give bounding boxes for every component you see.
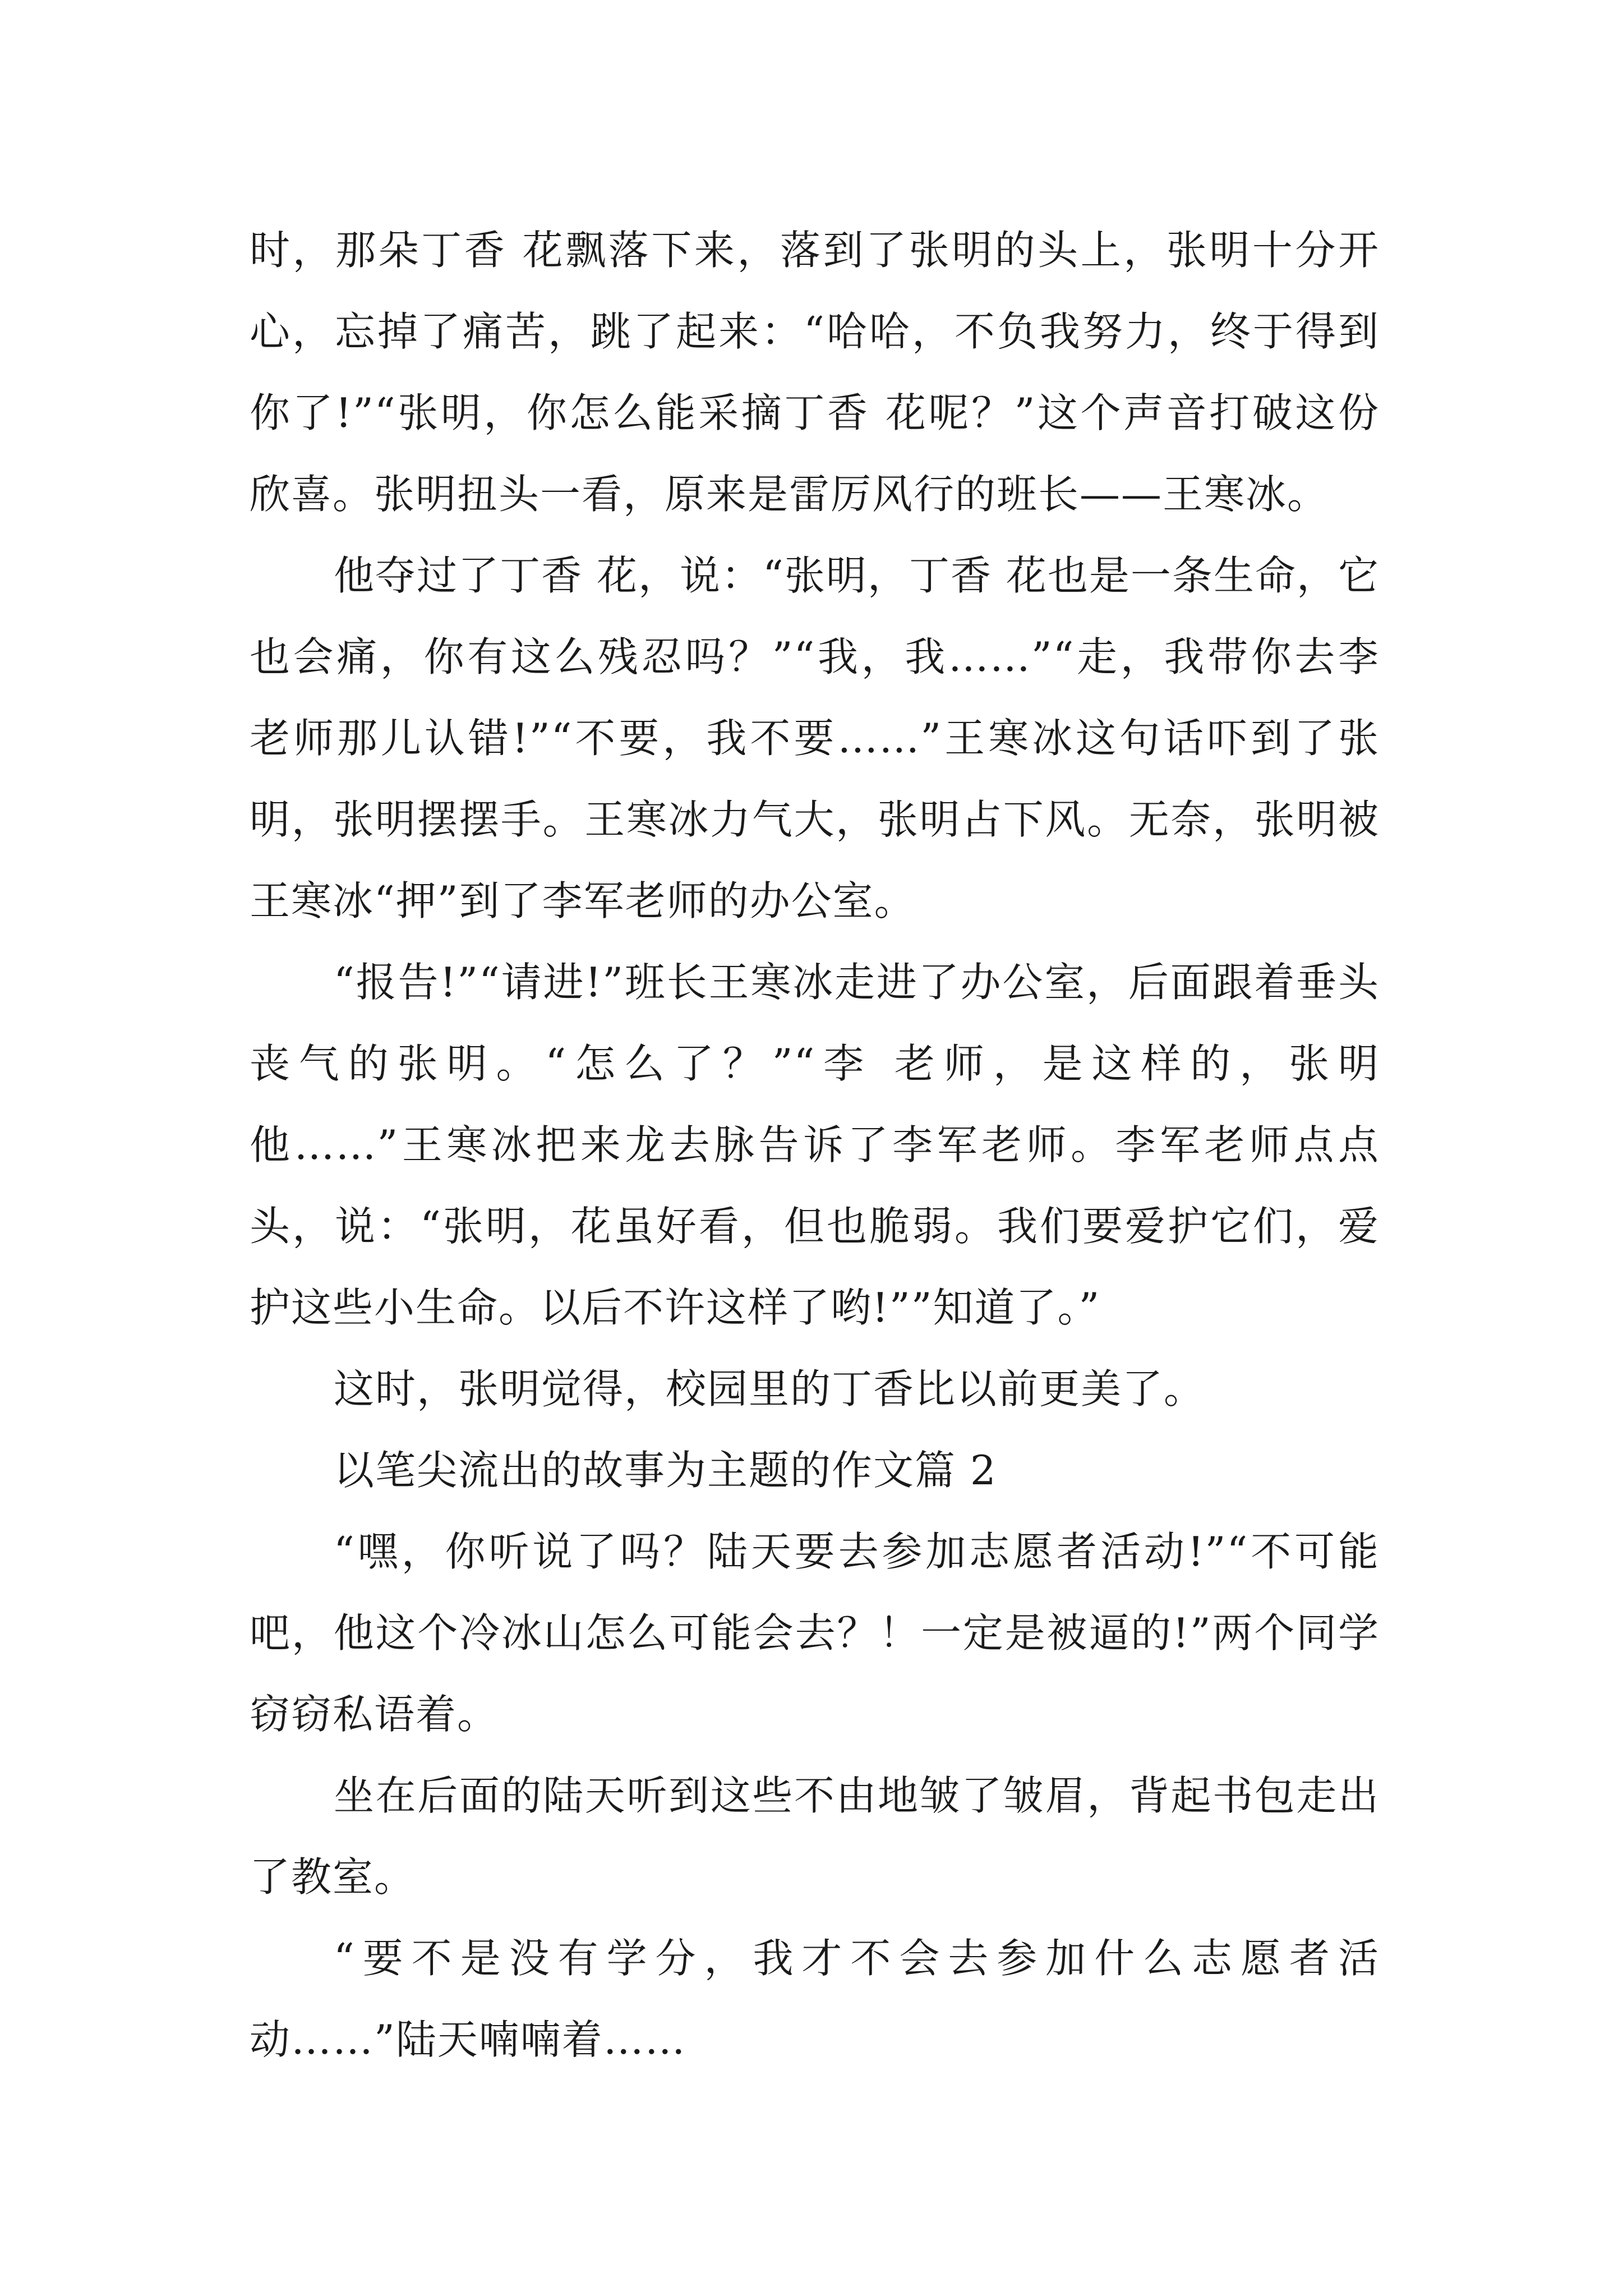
paragraph-4: 这时，张明觉得，校园里的丁香比以前更美了。 (334, 1365, 1206, 1412)
paragraph-6: 坐在后面的陆天听到这些不由地皱了皱眉，背起书包走出了教室。 (250, 1772, 1380, 1901)
document-body (250, 210, 1380, 2081)
section-title: 以笔尖流出的故事为主题的作文篇 2 (334, 1447, 997, 1494)
paragraph-7: “要不是没有学分，我才不会去参加什么志愿者活动……”陆天喃喃着…… (250, 1935, 1380, 2063)
paragraph-3: “报告!”“请进!”班长王寒冰走进了办公室，后面跟着垂头丧气的张明。“怎么了？”“李 老师，是这样的，张明他……”王寒冰把来龙去脉告诉了李军老师。李军老师点点头，说：“张明，花虽好看，但也脆弱。我们要爱护它们，爱护这些小生命。以后不许这样了哟!””知道了。” (250, 959, 1380, 1331)
paragraph-1: 时，那朵丁香 花飘落下来，落到了张明的头上，张明十分开心，忘掉了痛苦，跳了起来：“哈哈，不负我努力，终于得到你了!”“张明，你怎么能采摘丁香 花呢？”这个声音打破这份欣喜。张明扭头一看，原来是雷厉风行的班长——王寒冰。 (250, 227, 1380, 518)
paragraph-5: “嘿，你听说了吗？陆天要去参加志愿者活动!”“不可能吧，他这个冷冰山怎么可能会去？！一定是被逼的!”两个同学窃窃私语着。 (250, 1528, 1380, 1738)
paragraph-2: 他夺过了丁香 花，说：“张明，丁香 花也是一条生命，它也会痛，你有这么残忍吗？”“我，我……”“走，我带你去李 老师那儿认错!”“不要，我不要……”王寒冰这句话吓到了张明，张明摆摆手。王寒冰力气大，张明占下风。无奈，张明被王寒冰“押”到了李军老师的办公室。 (250, 552, 1380, 924)
